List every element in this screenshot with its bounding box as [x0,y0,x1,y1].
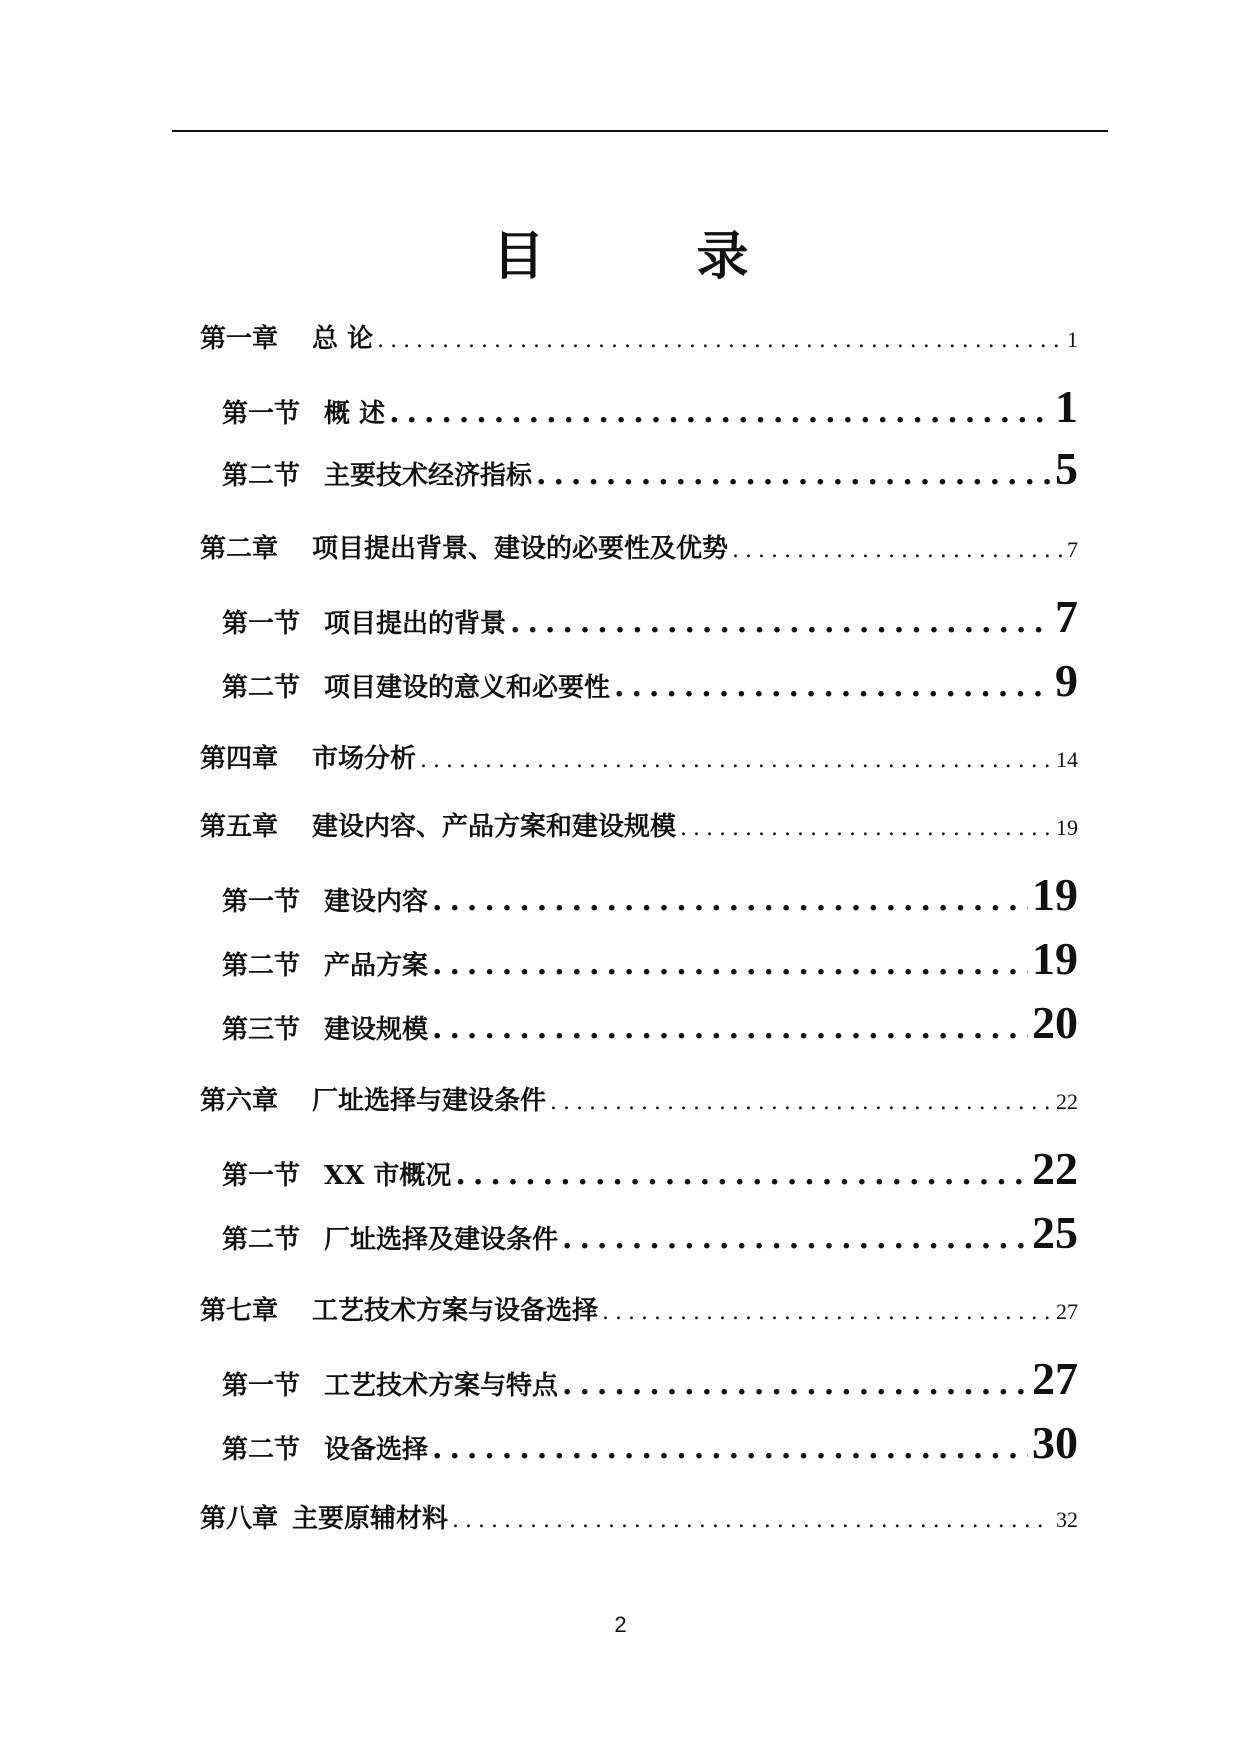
dot-leader [432,883,1028,918]
toc-entry-page: 9 [1055,655,1078,706]
toc-entry-number: 第二节 [222,461,301,491]
toc-entry-page: 27 [1056,1299,1078,1324]
toc-entry-title: 主要技术经济指标 [324,461,533,491]
dot-leader [432,1431,1028,1466]
toc-entry-chapter-7[interactable] [200,1290,1078,1327]
toc-entry-title: 建设内容 [324,887,429,917]
toc-entry-number: 第五章 [200,812,279,842]
toc-entry-page: 19 [1032,869,1078,920]
toc-entry-number: 第一节 [222,887,301,917]
toc-entry-page: 14 [1056,747,1078,772]
toc-entry-title: XX 市概况 [324,1161,452,1191]
toc-entry-number: 第二节 [222,951,301,981]
toc-entry-chapter-1[interactable] [200,318,1078,355]
toc-entry-section-2-2[interactable] [222,654,1078,707]
toc-entry-chapter-2[interactable] [200,528,1078,565]
toc-entry-title: 概 述 [324,399,386,429]
toc-entry-title: 工艺技术方案与特点 [324,1371,559,1401]
toc-title: 目 录 [492,226,799,287]
toc-entry-title: 项目提出背景、建设的必要性及优势 [312,534,729,564]
toc-entry-title: 市场分析 [312,744,417,774]
dot-leader [389,395,1051,430]
dot-leader [536,457,1051,492]
toc-entry-number: 第四章 [200,744,279,774]
toc-entry-page: 27 [1032,1353,1078,1404]
toc-entry-number: 第六章 [200,1086,279,1116]
dot-leader [432,947,1028,982]
toc-entry-page: 22 [1032,1143,1078,1194]
toc-entry-section-1-1[interactable] [222,380,1078,433]
dot-leader [377,328,1063,353]
toc-entry-title: 产品方案 [324,951,429,981]
toc-entry-title: 厂址选择及建设条件 [324,1225,559,1255]
toc-entry-number: 第八章 [200,1504,279,1534]
dot-leader [550,1090,1052,1115]
dot-leader [602,1300,1052,1325]
dot-leader [432,1011,1028,1046]
toc-entry-number: 第二章 [200,534,279,564]
toc-entry-section-5-1[interactable] [222,868,1078,921]
toc-entry-title: 厂址选择与建设条件 [312,1086,547,1116]
toc-entry-section-2-1[interactable] [222,590,1078,643]
toc-entry-title: 设备选择 [324,1435,429,1465]
dot-leader [452,1508,1052,1533]
dot-leader [510,605,1051,640]
toc-entry-section-5-2[interactable] [222,932,1078,985]
toc-entry-page: 19 [1032,933,1078,984]
toc-entry-page: 1 [1067,327,1078,352]
toc-entry-title: 建设内容、产品方案和建设规模 [312,812,677,842]
toc-entry-page: 22 [1056,1089,1078,1114]
dot-leader [420,748,1052,773]
toc-entry-section-5-3[interactable] [222,996,1078,1049]
dot-leader [562,1367,1028,1402]
toc-entry-page: 30 [1032,1417,1078,1468]
toc-entry-page: 19 [1056,815,1078,840]
toc-entry-number: 第一节 [222,1371,301,1401]
toc-entry-section-7-1[interactable] [222,1352,1078,1405]
toc-entry-section-6-1[interactable] [222,1142,1078,1195]
toc-entry-chapter-6[interactable] [200,1080,1078,1117]
toc-entry-page: 32 [1056,1507,1078,1532]
toc-entry-title: 主要原辅材料 [292,1504,449,1534]
toc-entry-chapter-5[interactable] [200,806,1078,843]
dot-leader [455,1157,1028,1192]
toc-entry-section-7-2[interactable] [222,1416,1078,1469]
toc-entry-section-1-2[interactable] [222,442,1078,495]
toc-entry-number: 第一章 [200,324,279,354]
toc-entry-number: 第三节 [222,1015,301,1045]
toc-entry-title: 工艺技术方案与设备选择 [312,1296,599,1326]
toc-entry-number: 第七章 [200,1296,279,1326]
toc-entry-chapter-4[interactable] [200,738,1078,775]
dot-leader [562,1221,1028,1256]
toc-entry-page: 7 [1055,591,1078,642]
toc-entry-number: 第二节 [222,1225,301,1255]
toc-entry-page: 25 [1032,1207,1078,1258]
toc-entry-title: 建设规模 [324,1015,429,1045]
toc-entry-number: 第二节 [222,673,301,703]
toc-entry-title: 项目提出的背景 [324,609,507,639]
toc-entry-title: 总 论 [312,324,374,354]
toc-entry-number: 第一节 [222,609,301,639]
toc-entry-page: 7 [1067,537,1078,562]
dot-leader [614,669,1051,704]
toc-entry-title: 项目建设的意义和必要性 [324,673,611,703]
toc-entry-chapter-8[interactable] [200,1498,1078,1535]
toc-entry-page: 1 [1055,381,1078,432]
toc-entry-number: 第一节 [222,399,301,429]
dot-leader [732,538,1063,563]
dot-leader [680,816,1052,841]
toc-entry-section-6-2[interactable] [222,1206,1078,1259]
toc-entry-page: 5 [1055,443,1078,494]
toc-entry-page: 20 [1032,997,1078,1048]
footer-page-number: 2 [614,1612,627,1637]
toc-entry-number: 第二节 [222,1435,301,1465]
toc-entry-number: 第一节 [222,1161,301,1191]
header-rule [172,130,1108,132]
